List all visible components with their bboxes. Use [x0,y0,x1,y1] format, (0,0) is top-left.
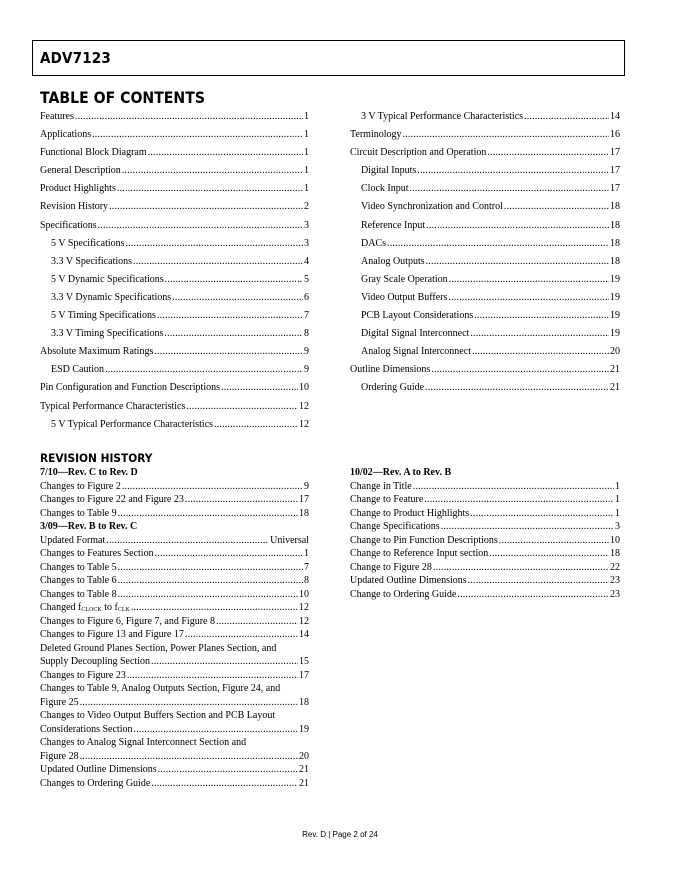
revision-entry-label: Changes to Figure 2 [40,480,121,492]
dot-leader [431,364,609,376]
revision-entry-label: Changes to Table 5 [40,561,117,573]
toc-entry-label: Product Highlights [40,183,116,195]
dot-leader [470,508,614,522]
toc-entry[interactable] [40,328,309,346]
toc-entry-page: 7 [304,310,309,322]
dot-leader [118,589,298,603]
toc-entry-label: Outline Dimensions [350,364,431,376]
toc-entry[interactable] [40,382,309,400]
toc-entry-page: 1 [304,183,309,195]
dot-leader [186,401,298,413]
revision-entry [40,575,309,589]
dot-leader [118,508,298,522]
revision-history-left-column [40,467,309,791]
dot-leader [426,256,609,268]
revision-entry-label: Change Specifications [350,521,440,532]
revision-entry [40,697,309,711]
dot-leader [131,602,298,616]
revision-entry-label: Updated Outline Dimensions [40,764,157,775]
dot-leader [387,238,609,250]
dot-leader [221,382,298,394]
revision-entry-label: Considerations Section [40,723,133,735]
revision-entry-label: Figure 25 [40,696,79,708]
toc-entry-page: 1 [304,147,309,159]
dot-leader [151,778,298,792]
revision-entry-text: Changes to Analog Signal Interconnect Section and [40,737,247,748]
revision-entry [40,602,309,616]
revision-entry-page: 21 [299,777,309,789]
toc-entry[interactable] [350,129,620,147]
revision-entry-label: Supply Decoupling Section [40,656,150,667]
toc-entry[interactable] [350,346,620,364]
toc-entry-page: 16 [610,129,620,141]
toc-entry-label: Functional Block Diagram [40,147,147,159]
revision-entry-page: 21 [299,764,309,775]
dot-leader [424,494,614,508]
revision-entry [350,521,620,535]
toc-entry-label: 3.3 V Dynamic Specifications [51,291,172,303]
revision-entry [350,535,620,549]
revision-entry [40,670,309,684]
dot-leader [441,521,614,535]
toc-entry-page: 3 [304,237,309,249]
toc-entry[interactable] [350,328,620,346]
revision-entry-label: Changed $f_{CLOCK}$ to $f_{CLK}$ [40,602,130,613]
toc-entry-label: Specifications [40,219,97,231]
revision-entry-page: 23 [610,575,620,586]
dot-leader [80,751,298,765]
toc-entry-label: Analog Outputs [361,255,425,267]
revision-entry [350,575,620,589]
revision-entry-label: Changes to Table 8 [40,588,117,600]
toc-entry-page: 18 [610,237,620,249]
revision-entry [40,764,309,778]
revision-entry-label: Change to Feature [350,494,424,505]
toc-entry-label: Features [40,111,74,122]
dot-leader [487,147,609,159]
page-footer: Rev. D | Page 2 of 24 [302,830,378,839]
revision-entry [40,494,309,508]
toc-entry-label: Digital Inputs [361,165,417,177]
revision-entry-page: 12 [299,615,309,627]
toc-entry-page: 5 [304,273,309,285]
toc-entry-label: Clock Input [361,183,409,195]
revision-entry-label: Updated Format [40,534,106,546]
revision-entry-label: Changes to Features Section [40,548,154,559]
revision-entry-label: Change to Product Highlights [350,507,470,519]
toc-entry[interactable] [40,274,309,292]
toc-entry[interactable] [350,220,620,238]
revision-entry-label: Changes to Table 9 [40,507,117,519]
revision-entry-label: Changes to Figure 13 and Figure 17 [40,629,184,640]
dot-leader [457,589,609,603]
revision-entry-page: 8 [304,575,309,586]
toc-entry-label: ESD Caution [51,364,105,376]
toc-entry-page: 19 [610,273,620,285]
toc-entry-label: 5 V Dynamic Specifications [51,273,164,285]
toc-entry-label: 5 V Typical Performance Characteristics [51,418,214,430]
dot-leader [122,165,303,177]
revision-entry [40,724,309,738]
revision-entry [350,589,620,603]
toc-left-column [40,111,309,437]
toc-entry-label: 3 V Typical Performance Characteristics [361,111,524,122]
revision-entry [350,562,620,576]
toc-entry-label: 3.3 V Specifications [51,255,133,267]
revision-entry-page: 10 [610,534,620,546]
dot-leader [164,328,303,340]
revision-entry-label: Change in Title [350,480,412,492]
toc-entry-label: PCB Layout Considerations [361,310,474,322]
toc-entry-label: Absolute Maximum Ratings [40,346,154,358]
toc-entry-page: 21 [610,364,620,376]
revision-entry-label: Changes to Table 6 [40,575,117,586]
subscript: CLOCK [81,607,102,613]
toc-entry-page: 19 [610,291,620,303]
toc-entry-page: 18 [610,201,620,213]
toc-entry-page: 17 [610,165,620,177]
dot-leader [433,562,609,576]
toc-entry[interactable] [40,220,309,238]
toc-entry[interactable] [40,310,309,328]
toc-entry[interactable] [40,346,309,364]
dot-leader [403,129,609,141]
revision-entry-text: Changes to Table 9, Analog Outputs Section, Figure 24, and [40,683,281,694]
revision-entry [40,751,309,765]
dot-leader [106,535,269,549]
revision-entry-label: Updated Outline Dimensions [350,575,467,586]
toc-entry-page: 3 [304,219,309,231]
revision-entry-page: 1 [304,548,309,559]
toc-entry[interactable] [40,147,309,165]
toc-entry-label: Gray Scale Operation [361,273,448,285]
toc-entry-page: 8 [304,328,309,340]
toc-entry-label: Analog Signal Interconnect [361,346,471,358]
dot-leader [489,548,609,562]
revision-entry [350,548,620,562]
dot-leader [470,328,609,340]
dot-leader [105,364,303,376]
toc-entry-label: Pin Configuration and Function Descriptions [40,382,220,394]
toc-entry-label: Digital Signal Interconnect [361,328,470,340]
revision-entry-page: 12 [299,602,309,613]
revision-entry-page: 1 [615,507,620,519]
revision-entry [350,508,620,522]
toc-entry-label: 5 V Timing Specifications [51,310,156,322]
revision-entry-page: 18 [299,507,309,519]
dot-leader [474,310,609,322]
toc-entry[interactable] [350,201,620,219]
revision-entry-page: 7 [304,561,309,573]
toc-entry-label: Applications [40,129,92,141]
dot-leader [425,382,609,394]
dot-leader [109,201,303,213]
revision-entry-page: 19 [299,723,309,735]
toc-entry-page: 18 [610,219,620,231]
dot-leader [524,111,609,123]
part-number: ADV7123 [40,49,111,67]
toc-entry-page: 18 [610,255,620,267]
dot-leader [127,670,298,684]
toc-entry-page: 17 [610,147,620,159]
toc-entry-page: 17 [610,183,620,195]
dot-leader [413,481,614,495]
toc-entry[interactable] [40,401,309,419]
toc-entry-label: Terminology [350,129,402,141]
revision-entry-page: 14 [299,629,309,640]
dot-leader [148,147,303,159]
revision-entry-label: Changes to Figure 6, Figure 7, and Figure 8 [40,615,215,627]
revision-entry-label: Change to Reference Input section [350,548,489,559]
dot-leader [75,111,303,123]
toc-entry[interactable] [40,364,309,382]
dot-leader [185,494,298,508]
toc-entry-label: 5 V Specifications [51,237,125,249]
toc-entry[interactable] [350,147,620,165]
revision-entry-text: Changes to Video Output Buffers Section and PCB Layout [40,710,276,721]
revision-history-title: REVISION HISTORY [40,451,153,465]
revision-entry-label: Changes to Figure 23 [40,669,126,681]
toc-entry-page: 21 [610,382,620,394]
toc-entry-page: 1 [304,129,309,141]
revision-entry-page: 1 [615,494,620,505]
toc-entry-page: 2 [304,201,309,213]
dot-leader [214,419,298,431]
toc-entry[interactable] [40,183,309,201]
revision-entry [40,508,309,522]
toc-entry[interactable] [40,238,309,256]
dot-leader [185,629,298,643]
toc-entry[interactable] [350,111,620,129]
revision-entry-label: Figure 28 [40,750,79,762]
toc-entry[interactable] [40,292,309,310]
revision-heading: 3/09—Rev. B to Rev. C [40,521,138,532]
toc-entry-label: Typical Performance Characteristics [40,400,186,412]
revision-heading: 7/10—Rev. C to Rev. D [40,467,138,478]
toc-entry[interactable] [350,292,620,310]
revision-entry [40,548,309,562]
dot-leader [122,481,303,495]
dot-leader [117,183,303,195]
dot-leader [92,129,303,141]
dot-leader [468,575,609,589]
toc-entry-page: 1 [304,111,309,122]
dot-leader [449,274,609,286]
toc-entry-page: 6 [304,291,309,303]
toc-entry-label: General Description [40,165,121,177]
dot-leader [155,548,303,562]
dot-leader [172,292,303,304]
toc-entry[interactable] [40,165,309,183]
revision-entry-page: 10 [299,588,309,600]
revision-entry [40,481,309,495]
toc-entry[interactable] [40,419,309,437]
dot-leader [157,310,303,322]
toc-entry-page: 9 [304,346,309,358]
dot-leader [134,724,299,738]
revision-history-right-column [350,467,620,602]
toc-entry-label: Circuit Description and Operation [350,147,487,159]
revision-entry-page: 17 [299,494,309,505]
toc-entry[interactable] [40,201,309,219]
toc-entry-page: 14 [610,111,620,122]
dot-leader [80,697,298,711]
toc-entry[interactable] [350,310,620,328]
revision-entry-page: 23 [610,588,620,600]
revision-entry-page: 3 [615,521,620,532]
toc-title: TABLE OF CONTENTS [40,88,205,107]
toc-entry-page: 1 [304,165,309,177]
toc-entry[interactable] [350,274,620,292]
dot-leader [98,220,303,232]
toc-entry-label: 3.3 V Timing Specifications [51,328,164,340]
dot-leader [499,535,609,549]
revision-entry-page: 9 [304,480,309,492]
revision-entry-page: 1 [615,480,620,492]
toc-entry-page: 9 [304,364,309,376]
toc-entry-label: Revision History [40,201,109,213]
dot-leader [410,183,610,195]
revision-entry [40,656,309,670]
revision-entry-page: Universal [270,534,309,546]
toc-entry-page: 12 [299,418,309,430]
revision-entry [40,589,309,603]
toc-entry[interactable] [40,129,309,147]
revision-entry-page: 18 [610,548,620,559]
toc-entry-label: Ordering Guide [361,382,425,394]
revision-entry-label: Change to Figure 28 [350,561,432,573]
toc-entry-page: 20 [610,346,620,358]
toc-entry[interactable] [40,111,309,129]
revision-entry [40,616,309,630]
toc-entry-page: 12 [299,400,309,412]
toc-entry[interactable] [40,256,309,274]
toc-entry-page: 10 [299,382,309,394]
toc-entry-label: Video Synchronization and Control [361,201,503,213]
toc-entry-page: 19 [610,310,620,322]
revision-entry-page: 17 [299,669,309,681]
revision-heading: 10/02—Rev. A to Rev. B [350,467,452,478]
revision-entry [350,481,620,495]
revision-entry-label: Changes to Figure 22 and Figure 23 [40,494,184,505]
dot-leader [158,764,298,778]
toc-entry-label: DACs [361,237,387,249]
subscript: CLK [117,607,130,613]
revision-entry [40,562,309,576]
revision-entry-page: 15 [299,656,309,667]
revision-entry-page: 22 [610,561,620,573]
toc-entry-label: Reference Input [361,219,426,231]
toc-entry[interactable] [350,183,620,201]
toc-entry-page: 4 [304,255,309,267]
revision-entry-label: Change to Ordering Guide [350,588,457,600]
revision-entry-text: Deleted Ground Planes Section, Power Planes Section, and [40,642,277,654]
revision-entry [350,494,620,508]
toc-entry-page: 19 [610,328,620,340]
dot-leader [417,165,609,177]
toc-entry[interactable] [350,165,620,183]
dot-leader [118,562,303,576]
revision-entry [40,778,309,792]
part-number-header [32,40,625,76]
dot-leader [126,238,303,250]
revision-entry-page: 18 [299,696,309,708]
dot-leader [426,220,609,232]
dot-leader [216,616,298,630]
revision-entry-page: 20 [299,750,309,762]
dot-leader [151,656,298,670]
revision-entry-label: Changes to Ordering Guide [40,777,151,789]
dot-leader [154,346,303,358]
toc-entry[interactable] [350,364,620,382]
toc-entry[interactable] [350,238,620,256]
toc-right-column [350,111,620,401]
revision-entry-label: Change to Pin Function Descriptions [350,534,498,546]
toc-entry[interactable] [350,382,620,400]
dot-leader [504,201,609,213]
dot-leader [165,274,303,286]
dot-leader [133,256,303,268]
dot-leader [448,292,609,304]
toc-entry-label: Video Output Buffers [361,291,448,303]
revision-entry [40,629,309,643]
revision-entry [40,535,309,549]
dot-leader [472,346,609,358]
dot-leader [118,575,303,589]
toc-entry[interactable] [350,256,620,274]
